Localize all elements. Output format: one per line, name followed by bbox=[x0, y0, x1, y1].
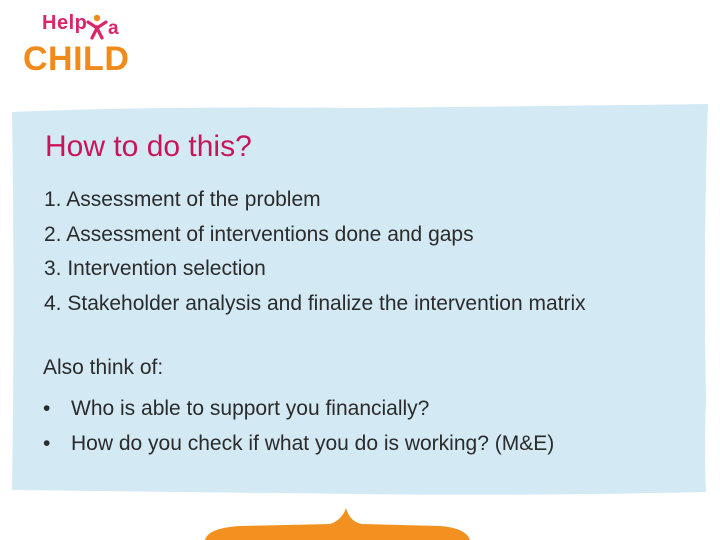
bullet-mark: • bbox=[43, 397, 51, 420]
step-item: 1. Assessment of the problem bbox=[44, 188, 321, 211]
speech-bubble-decoration bbox=[0, 500, 720, 540]
logo-text-help: Help bbox=[42, 12, 88, 34]
step-item: 3. Intervention selection bbox=[44, 257, 266, 281]
logo-text-a: a bbox=[108, 18, 119, 39]
steps-list bbox=[44, 183, 586, 322]
consideration-item bbox=[43, 427, 554, 462]
step-item: 2. Assessment of interventions done and gaps bbox=[44, 222, 474, 246]
step-item: 4. Stakeholder analysis and finalize the intervention matrix bbox=[44, 292, 586, 316]
consideration-item bbox=[43, 392, 554, 427]
considerations-list bbox=[43, 392, 554, 461]
bullet-mark: • bbox=[43, 431, 51, 455]
also-think-of-label: Also think of: bbox=[43, 356, 164, 379]
consideration-text: How do you check if what you do is working? (M&E) bbox=[71, 431, 555, 455]
consideration-text: Who is able to support you financially? bbox=[71, 397, 430, 420]
logo-text-child: CHILD bbox=[23, 40, 130, 78]
slide-title: How to do this? bbox=[45, 130, 252, 163]
